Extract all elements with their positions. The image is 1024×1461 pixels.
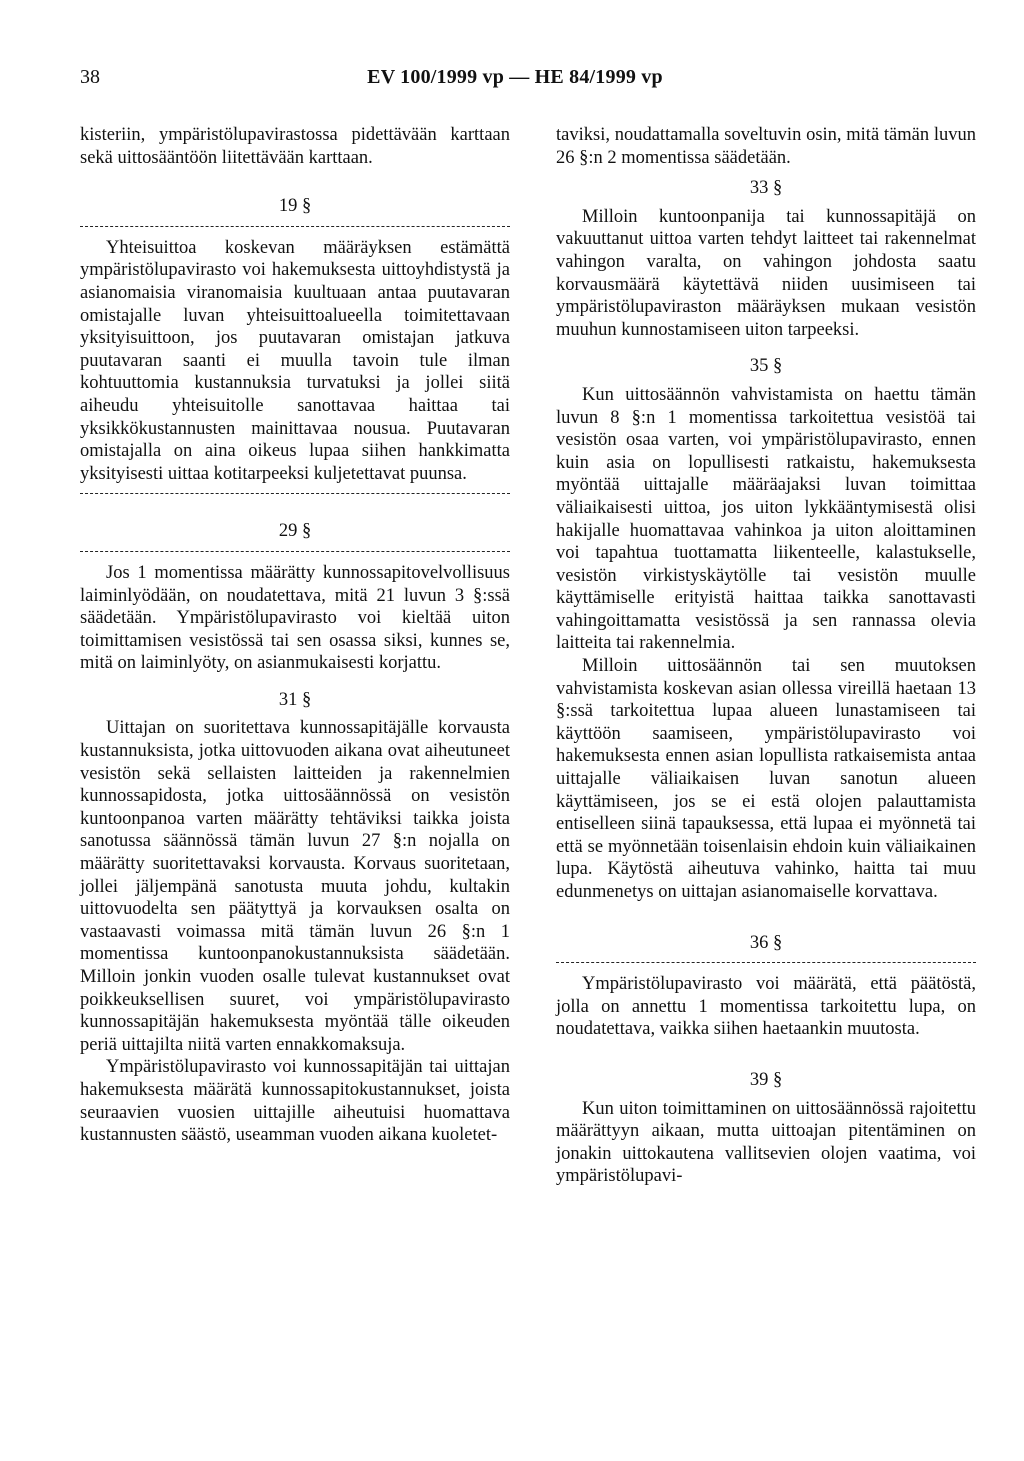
section-31-heading: 31 §	[278, 689, 312, 710]
omission-divider	[80, 493, 510, 494]
section-31-paragraph-1: Uittajan on suoritettava kunnossapitäjälle korvausta kustannuksista, jotka uittovuoden aikana ovat aiheutuneet vesistön sekä sellaisten laitteiden ja rakennelmien kunnossapidosta, jotka uittosäännössä on vesistön kuntoonpanoa varten määrätty tehtäviksi taikka joista sanotussa säännössä tämän luvun 27 §:n nojalla on määrätty suoritettavaksi korvausta. Korvaus suoritetaan, jollei jäljempänä sanotusta muuta johdu, kultakin uittovuodelta sen päätyttyä ja korvauksen osalta on vastaavasti voimassa mitä tämän luvun 26 §:n 1 momentissa kuntoonpanokustannuksista säädetään. Milloin jonkin vuoden osalle tulevat kustannukset ovat poikkeuksellisen suuret, voi ympäristölupavirasto kunnossapitäjän hakemuksesta myöntää tälle oikeuden periä uittajilta niitä varten ennakkomaksuja.	[80, 718, 510, 1055]
omission-divider	[556, 962, 976, 963]
section-35-paragraph-2: Milloin uittosäännön tai sen muutoksen vahvistamista koskevan asian ollessa vireillä haetaan 13 §:ssä tarkoitettua lupaa alueen lunastamiseen tai käyttöön saamiseen, ympäristölupavirasto voi hakemuksesta ennen asian lopullista ratkaisemista antaa uittajalle väliaikaisen luvan sanotun alueen käyttämiseen, jos se ei estä olojen palauttamista entiselleen siinä tapauksessa, että lupaa ei myönnetä tai että se myönnetään toisenlaisin ehdoin kuin väliaikainen lupa. Käytöstä aiheutuva vahinko, haitta tai muu edunmenetys on uittajan asianomaiselle korvattava.	[556, 656, 976, 902]
section-35-paragraph-1: Kun uittosäännön vahvistamista on haettu tämän luvun 8 §:n 1 momentissa tarkoitettua vesistöä tai vesistön osaa varten, voi ympäristölupavirasto, ennen kuin asia on lopullisesti ratkaistu, hakemuksesta myöntää uittajalle määräajaksi luvan toimittaa väliaikaisesti uittoa, jos uiton lykkääntymisestä olisi hakijalle huomattavaa vahinkoa ja uiton aloittaminen voi tapahtua tuottamatta liikenteelle, kalastukselle, vesistön virkistyskäytölle tai vesistön muulle käyttämiselle erityistä haittaa taikka sanottavasti vahingoittamatta vesistössä ja sen rannassa olevia laitteita tai rakennelmia.	[556, 384, 976, 654]
running-head: EV 100/1999 vp — HE 84/1999 vp	[367, 66, 663, 88]
section-19-heading: 19 §	[278, 196, 312, 217]
left-intro-paragraph: kisteriin, ympäristölupavirastossa pidettävään karttaan sekä uittosääntöön liitettävään karttaan.	[80, 125, 510, 168]
page-header	[80, 66, 950, 96]
left-column	[80, 124, 510, 1147]
section-36-text: Ympäristölupavirasto voi määrätä, että päätöstä, jolla on annettu 1 momentissa tarkoitettu lupa, on noudatettava, vaikka siihen haetaankin muutosta.	[556, 974, 976, 1040]
section-19-text: Yhteisuittoa koskevan määräyksen estämättä ympäristölupavirasto voi hakemuksesta uittoyhdistystä ja asianomaisia viranomaisia kuultuaan antaa puutavaran omistajalle luvan yhteisuittoalueella toimitettavaan yksityisuittoon, jos puutavaran omistajan jatkuva puutavaran saanti ei muulla tavoin tule ilman kohtuuttomia kustannuksia turvatuksi ja jollei siitä aiheudu yhteisuitolle sanottavaa haittaa tai yksikkökustannusten mainittavaa nousua. Puutavaran omistajalla on aina oikeus lupaa siihen hankkimatta yksityisesti uittaa kotitarpeeksi kuljetettavat puunsa.	[80, 237, 510, 484]
spacer	[556, 1041, 976, 1055]
section-29-heading: 29 §	[278, 521, 312, 542]
section-33-text: Milloin kuntoonpanija tai kunnossapitäjä on vakuuttanut uittoa varten tehdyt laitteet tai rakennelmat vahingon varalta, on vahingon johdosta saatu korvausmäärä käytettävä niiden uusimiseen tai ympäristölupaviraston määräyksen mukaan vesistön muuhun kunnostamiseen uiton tarpeeksi.	[556, 206, 976, 340]
section-29-text: Jos 1 momentissa määrätty kunnossapitovelvollisuus laiminlyödään, on noudatettava, mitä 21 luvun 3 §:ssä säädetään. Ympäristölupavirasto voi kieltää uiton toimittamisen vesistössä tai sen osassa siksi, kunnes se, mitä on laiminlyöty, on asianmukaisesti korjattu.	[80, 562, 510, 674]
spacer	[556, 904, 976, 918]
omission-divider	[80, 226, 510, 227]
section-39-heading: 39 §	[749, 1069, 783, 1090]
right-column	[556, 124, 976, 1188]
page-number: 38	[80, 66, 100, 88]
section-35-heading: 35 §	[749, 356, 783, 377]
right-intro-paragraph: taviksi, noudattamalla soveltuvin osin, mitä tämän luvun 26 §:n 2 momentissa säädetään.	[556, 125, 976, 168]
section-39-text: Kun uiton toimittaminen on uittosäännössä rajoitettu määrättyyn aikaan, mutta uittoajan pitentäminen on jonakin uittokautena vallitsevien olojen vaatima, voi ympäristölupavi-	[556, 1098, 976, 1187]
section-31-paragraph-2: Ympäristölupavirasto voi kunnossapitäjän tai uittajan hakemuksesta määrätä kunnossapitokustannukset, joista seuraavien vuosien uittajille aiheutuisi huomattava kustannusten säästö, useamman vuoden aikana kuoletet-	[80, 1057, 510, 1146]
omission-divider	[80, 551, 510, 552]
section-33-heading: 33 §	[749, 178, 783, 199]
section-36-heading: 36 §	[749, 932, 783, 953]
